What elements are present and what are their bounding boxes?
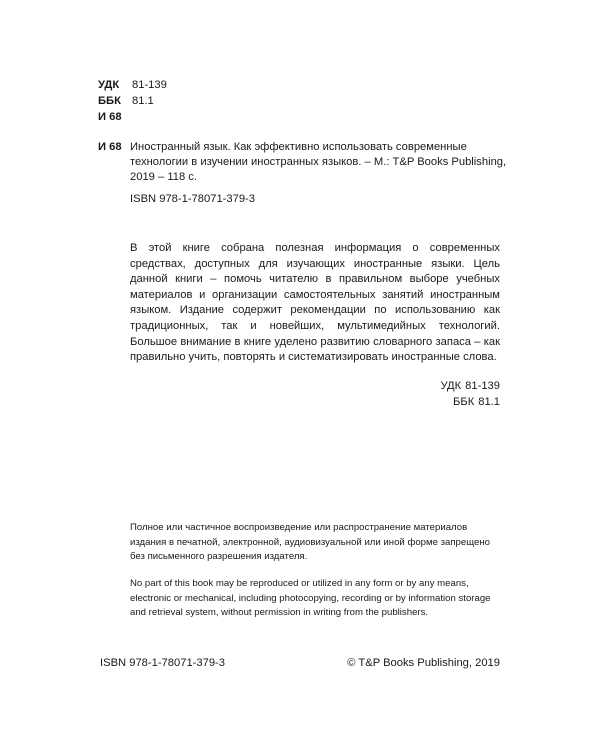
bbk-key: ББК bbox=[98, 95, 121, 107]
right-udk-key: УДК bbox=[440, 380, 462, 392]
bbk-row bbox=[98, 93, 167, 109]
biblio-mark: И 68 bbox=[98, 141, 122, 153]
rights-notice-en: No part of this book may be reproduced or utilized in any form or by any means, electronic or mechanical, including photocopying, recording or by information storage and retrieval system, without permission in writing from the publishers. bbox=[130, 578, 491, 619]
biblio-text: Иностранный язык. Как эффективно использовать современные технологии в изучении иностранных языков. – М.: T&P Books Publishing, 2019 – 118 с. bbox=[130, 141, 507, 183]
right-classification-codes bbox=[436, 378, 500, 410]
classification-codes bbox=[98, 77, 167, 125]
isbn-top: ISBN 978-1-78071-379-3 bbox=[130, 193, 256, 205]
right-udk-value: 81-139 bbox=[465, 380, 500, 392]
right-bbk-row bbox=[436, 394, 500, 410]
bibliographic-description bbox=[98, 140, 510, 185]
udk-key: УДК bbox=[98, 79, 120, 91]
right-udk-row bbox=[436, 378, 500, 394]
udk-row bbox=[98, 77, 167, 93]
annotation: В этой книге собрана полезная информация о современных средствах, доступных для изучающих иностранные языки. Цель данной книги – помочь читателю в правильном выборе учебных материалов и организации самостоятельных занятий иностранным языком. Издание содержит рекомендации по использованию как традиционных, так и новейших, мультимедийных технологий. Большое внимание в книге уделено развитию словарного запаса – как правильно учить, повторять и систематизировать иностранные слова. bbox=[130, 242, 500, 364]
footer-copyright: © T&P Books Publishing, 2019 bbox=[347, 657, 500, 669]
author-sign-key: И 68 bbox=[98, 111, 122, 123]
right-bbk-key: ББК bbox=[453, 396, 475, 408]
footer-isbn: ISBN 978-1-78071-379-3 bbox=[100, 657, 226, 669]
udk-value: 81-139 bbox=[132, 79, 167, 91]
author-sign-row bbox=[98, 109, 167, 125]
rights-notice-ru: Полное или частичное воспроизведение или распространение материалов издания в печатной, электронной, аудиовизуальной или иной форме запрещено без письменного разрешения издателя. bbox=[130, 522, 490, 563]
bbk-value: 81.1 bbox=[132, 95, 154, 107]
right-bbk-value: 81.1 bbox=[478, 396, 500, 408]
